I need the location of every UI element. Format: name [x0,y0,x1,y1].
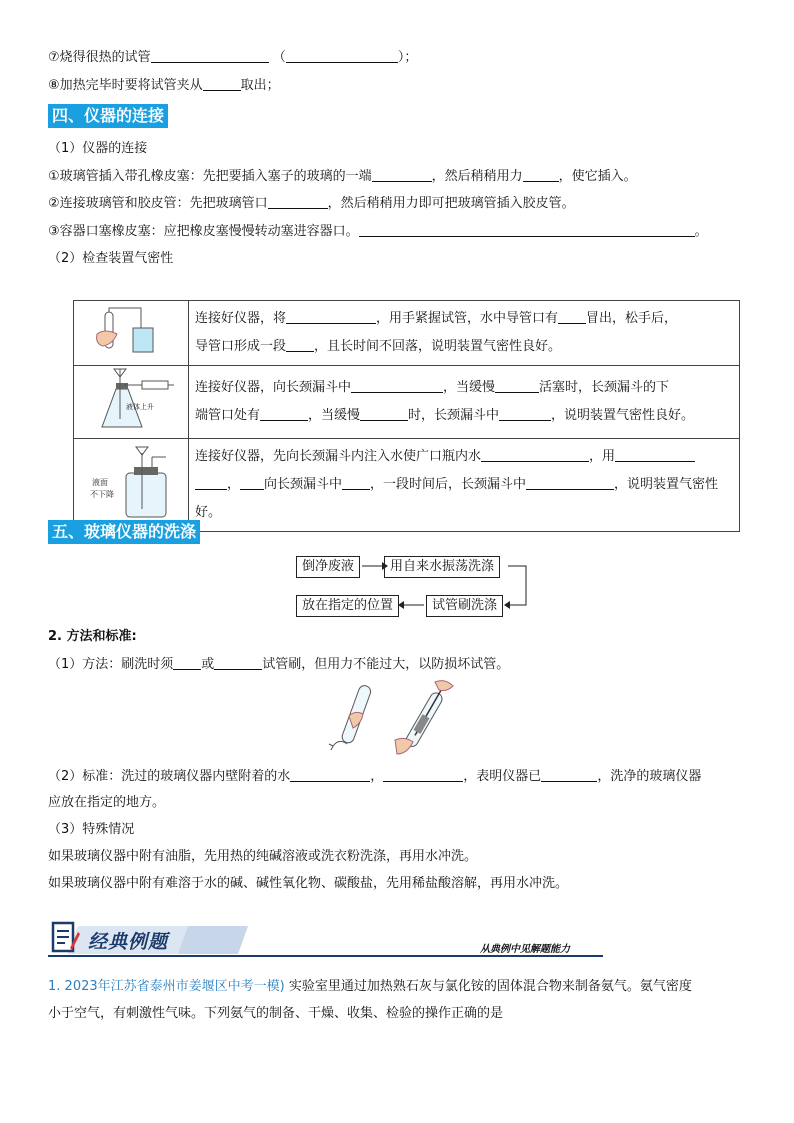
special-case-base: 如果玻璃仪器中附有难溶于水的碱、碱性氧化物、碳酸盐，先用稀盐酸溶解，再用水冲洗。 [48,876,569,891]
blank[interactable] [495,378,539,393]
line-8: ⑧加热完毕时要将试管夹从 取出； [48,78,280,93]
blank[interactable] [351,378,443,393]
test-tube-brush-illustration [325,676,465,760]
blank[interactable] [173,655,201,670]
blank[interactable] [240,475,264,490]
row-text: 连接好仪器，向长颈漏斗中 ，当缓慢 活塞时，长颈漏斗的下 端管口处有 ，当缓慢 时，长颈漏斗中 ，说明装置气密性良好。 [189,366,740,439]
blank[interactable] [541,767,597,782]
blank[interactable] [558,309,586,324]
table-row [74,439,740,532]
banner-title: 经典例题 [88,931,169,953]
method-2: （2）标准：洗过的玻璃仪器内壁附着的水 ， ，表明仪器已 ，洗净的玻璃仪器 [48,769,702,784]
blank[interactable] [523,167,559,182]
blank[interactable] [360,406,408,421]
blank[interactable] [615,447,695,462]
question-1-cont: 小于空气，有刺激性气味。下列氨气的制备、干燥、收集、检验的操作正确的是 [48,1006,504,1021]
table-row [74,301,740,366]
question-source-link[interactable]: 2023年江苏省泰州市姜堰区中考一模 [64,979,280,994]
blank[interactable] [290,767,370,782]
method-1: （1）方法：刷洗时须 或 试管刷，但用力不能过大，以防损坏试管。 [48,657,510,672]
not-drop-label: 不下降 [90,490,114,499]
special-cases-heading: （3）特殊情况 [48,822,135,837]
row-text: 连接好仪器，先向长颈漏斗内注入水使广口瓶内水 ，用 ， 向长颈漏斗中 ，一段时间后，长颈漏斗中 ，说明装置气密性 好。 [189,439,740,532]
flow-arrows [290,550,550,630]
blank[interactable] [526,475,614,490]
item-3: ③容器口塞橡皮塞：应把橡皮塞慢慢转动塞进容器口。 。 [48,224,708,239]
section-title-4: 四、仪器的连接 [48,104,168,128]
question-1: 1. 2023年江苏省泰州市姜堰区中考一模) 实验室里通过加热熟石灰与氯化铵的固体混合物来制备氨气。氨气密度 [48,979,692,994]
subheading: （1）仪器的连接 [48,141,148,156]
flow-step-brush: 试管刷洗涤 [426,595,503,617]
method-2-cont: 应放在指定的地方。 [48,795,166,810]
blank[interactable] [214,655,262,670]
blank[interactable] [499,406,551,421]
flask-syringe-diagram [74,366,189,439]
blank[interactable] [383,767,463,782]
jar-funnel-diagram [74,439,189,532]
notebook-pen-icon [50,920,80,954]
blank[interactable] [260,406,308,421]
blank[interactable] [286,337,314,352]
row-text: 连接好仪器，将 ，用手紧握试管，水中导管口有 冒出，松手后， 导管口形成一段 ，且长时间不回落，说明装置气密性良好。 [189,301,740,366]
airtightness-table [73,300,740,532]
item-2: ②连接玻璃管和胶皮管：先把玻璃管口 ，然后稍稍用力即可把玻璃管插入胶皮管。 [48,196,575,211]
jar-funnel-icon [86,445,176,521]
liquid-level-label: 液面 [92,478,108,487]
blank[interactable] [151,48,269,63]
blank[interactable] [286,48,398,63]
blank[interactable] [342,475,370,490]
blank[interactable] [481,447,589,462]
blank[interactable] [359,222,695,237]
flask-syringe-icon [86,367,176,433]
liquid-rise-label: 液体上升 [126,403,154,411]
hand-test-tube-icon [91,306,171,356]
test-tube-diagram [74,301,189,366]
example-banner [48,918,603,958]
blank[interactable] [372,167,432,182]
section-title-5: 五、玻璃仪器的洗涤 [48,520,200,544]
blank[interactable] [268,194,328,209]
table-row [74,366,740,439]
subheading: （2）检查装置气密性 [48,251,174,266]
blank[interactable] [286,309,376,324]
blank[interactable] [203,76,241,91]
heading-method: 2. 方法和标准: [48,629,137,644]
line-7: ⑦烧得很热的试管 （ ）； [48,50,418,65]
flow-step-pour: 倒净废液 [296,556,360,578]
banner-slogan: 从典例中见解题能力 [480,944,570,955]
item-1: ①玻璃管插入带孔橡皮塞：先把要插入塞子的玻璃的一端 ，然后稍稍用力 ，使它插入。 [48,169,637,184]
special-case-oil: 如果玻璃仪器中附有油脂，先用热的纯碱溶液或洗衣粉洗涤，再用水冲洗。 [48,849,478,864]
flow-step-place: 放在指定的位置 [296,595,399,617]
blank[interactable] [195,475,227,490]
flow-step-rinse: 用自来水振荡洗涤 [384,556,500,578]
